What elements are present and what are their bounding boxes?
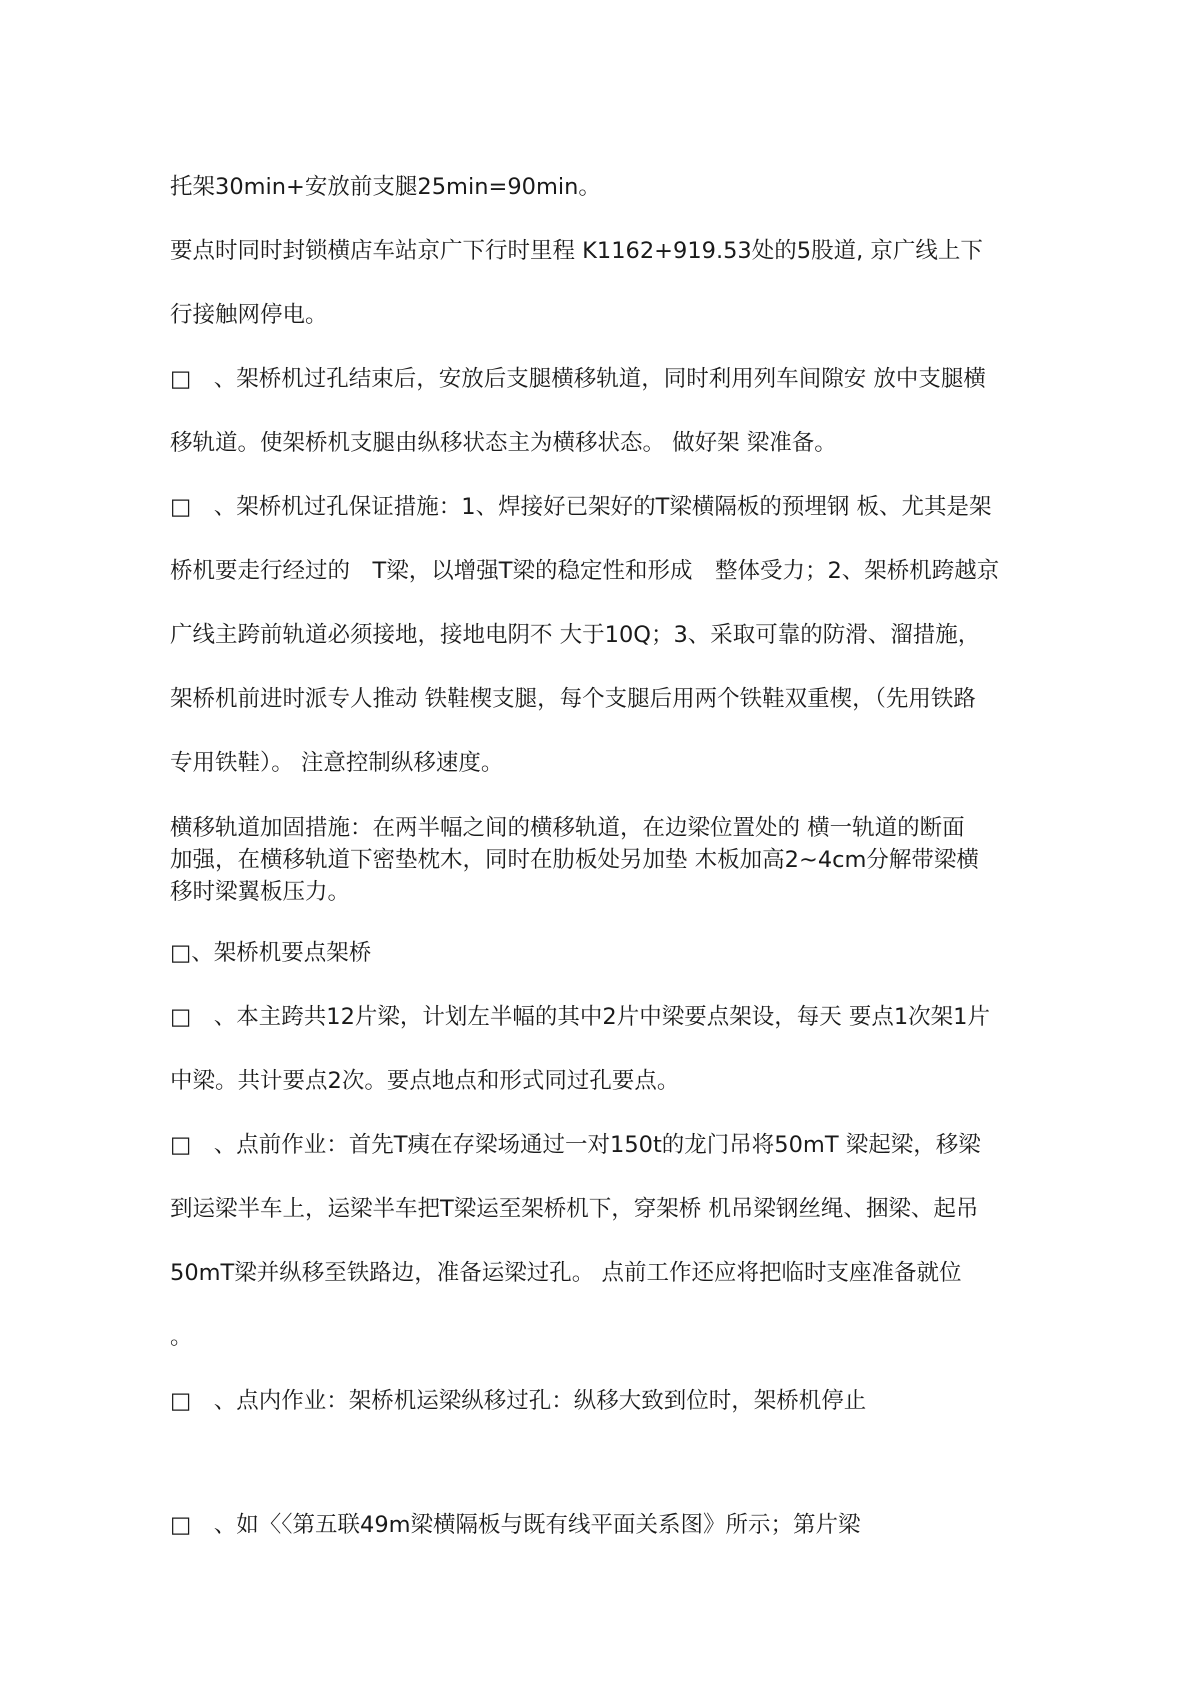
text-line-1: 托架30min+安放前支腿25min=90min。	[170, 174, 601, 200]
text-line-12: 中梁。共计要点2次。要点地点和形式同过孔要点。	[170, 1068, 680, 1094]
text-line-15: 50mT梁并纵移至铁路边，准备运梁过孔。 点前工作还应将把临时支座准备就位	[170, 1260, 962, 1286]
text-line-10: 专用铁鞋）。 注意控制纵移速度。	[170, 750, 504, 776]
reinforcement-line-1: 横移轨道加固措施：在两半幅之间的横移轨道，在边梁位置处的 横一轨道的断面	[170, 815, 965, 841]
text-line-6: □ 、架桥机过孔保证措施：1、焊接好已架好的T梁横隔板的预埋钢 板、尤其是架	[170, 494, 992, 520]
text-line-18: □ 、如〈〈第五联49m梁横隔板与既有线平面关系图》所示；第片梁	[170, 1512, 861, 1538]
text-line-2: 要点时同时封锁横店车站京广下行时里程 K1162+919.53处的5股道, 京广线上下	[170, 238, 983, 264]
reinforcement-line-3: 移时梁翼板压力。	[170, 879, 351, 905]
text-line-16: 。	[170, 1324, 193, 1350]
text-line-11: □ 、本主跨共12片梁，计划左半幅的其中2片中梁要点架设，每天 要点1次架1片	[170, 1004, 990, 1030]
text-line-17: □ 、点内作业：架桥机运梁纵移过孔：纵移大致到位时，架桥机停止	[170, 1388, 867, 1414]
reinforcement-paragraph	[170, 812, 1050, 908]
text-line-9: 架桥机前进时派专人推动 铁鞋楔支腿，每个支腿后用两个铁鞋双重楔，（先用铁路	[170, 686, 976, 712]
text-line-7: 桥机要走行经过的 T梁，以增强T梁的稳定性和形成 整体受力；2、架桥机跨越京	[170, 558, 1000, 584]
section-heading: □、架桥机要点架桥	[170, 940, 372, 966]
text-line-4: □ 、架桥机过孔结束后，安放后支腿横移轨道，同时利用列车间隙安 放中支腿横	[170, 366, 986, 392]
text-line-5: 移轨道。使架桥机支腿由纵移状态主为横移状态。 做好架 梁准备。	[170, 430, 837, 456]
text-line-3: 行接触网停电。	[170, 302, 328, 328]
reinforcement-line-2: 加强，在横移轨道下密垫枕木，同时在肋板处另加垫 木板加高2~4cm分解带梁横	[170, 847, 979, 873]
text-line-8: 广线主跨前轨道必须接地，接地电阴不 大于10Q；3、采取可靠的防滑、溜措施，	[170, 622, 981, 648]
text-line-13: □ 、点前作业：首先T痍在存梁场通过一对150t的龙门吊将50mT 梁起梁，移梁	[170, 1132, 981, 1158]
text-line-14: 到运梁半车上，运梁半车把T梁运至架桥机下，穿架桥 机吊梁钢丝绳、捆梁、起吊	[170, 1196, 979, 1222]
